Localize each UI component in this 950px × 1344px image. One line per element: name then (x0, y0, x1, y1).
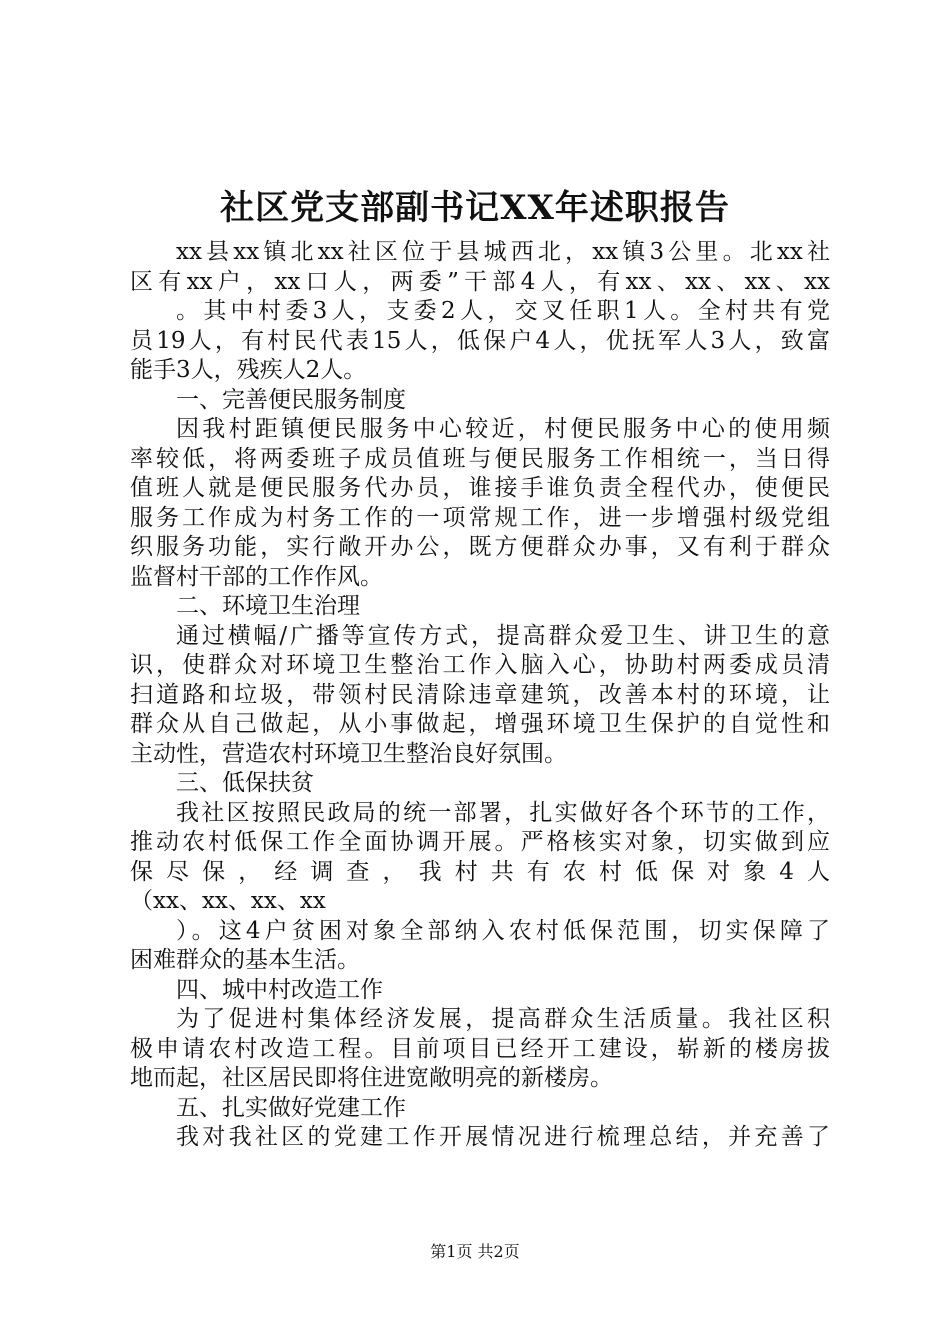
text-line: 我社区按照民政局的统一部署，扎实做好各个环节的工作， (176, 799, 830, 826)
text-line: 值班人就是便民服务代办员，谁接手谁负责全程代办，使便民 (130, 475, 830, 501)
text-line: 因我村距镇便民服务中心较近，村便民服务中心的使用频 (176, 416, 830, 442)
text-line: 监督村干部的工作作风。 (130, 563, 383, 590)
text-line: xx县xx镇北xx社区位于县城西北，xx镇3公里。北xx社 (176, 239, 830, 265)
text-line: 识，使群众对环境卫生整治工作入脑入心，协助村两委成员清 (130, 652, 830, 678)
section-heading: 四、城中村改造工作 (176, 976, 383, 1003)
text-line: ）。这4户贫困对象全部纳入农村低保范围，切实保障了 (176, 917, 830, 944)
text-line: 保尽保，经调查，我村共有农村低保对象4人 (130, 858, 830, 885)
text-line: 主动性，营造农村环境卫生整治良好氛围。 (130, 740, 567, 767)
text-line: 推动农村低保工作全面协调开展。严格核实对象，切实做到应 (130, 829, 830, 855)
document-body (130, 238, 830, 1153)
section-heading: 三、低保扶贫 (176, 770, 314, 796)
text-line: 地而起，社区居民即将住进宽敞明亮的新楼房。 (130, 1065, 613, 1091)
text-line: 员19人，有村民代表15人，低保户4人，优抚军人3人，致富 (130, 327, 830, 354)
text-line: 。其中村委3人，支委2人，交叉任职1人。全村共有党 (176, 298, 830, 324)
text-line: 服务工作成为村务工作的一项常规工作，进一步增强村级党组 (130, 504, 830, 531)
section-heading: 二、环境卫生治理 (176, 593, 360, 619)
page-footer: 第1页 共2页 (430, 1242, 520, 1261)
text-line: 率较低，将两委班子成员值班与便民服务工作相统一，当日得 (130, 445, 830, 472)
text-line: 我对我社区的党建工作开展情况进行梳理总结，并充善了 (176, 1124, 830, 1150)
text-line: 困难群众的基本生活。 (130, 947, 360, 973)
text-line: 能手3人，残疾人2人。 (130, 357, 367, 383)
text-line: 区有xx户，xx口人，两委”干部4人，有xx、xx、xx、xx (130, 268, 830, 295)
text-line: 极申请农村改造工程。目前项目已经开工建设，崭新的楼房拔 (130, 1035, 830, 1062)
text-line: 群众从自己做起，从小事做起，增强环境卫生保护的自觉性和 (130, 711, 830, 737)
section-heading: 一、完善便民服务制度 (176, 386, 406, 413)
text-line: （xx、xx、xx、xx (130, 888, 326, 914)
text-line: 织服务功能，实行敞开办公，既方便群众办事，又有利于群众 (130, 534, 830, 560)
document-title: 社区党支部副书记XX年述职报告 (220, 188, 730, 228)
section-heading: 五、扎实做好党建工作 (176, 1094, 406, 1121)
text-line: 扫道路和垃圾，带领村民清除违章建筑，改善本村的环境，让 (130, 681, 830, 708)
text-line: 为了促进村集体经济发展，提高群众生活质量。我社区积 (176, 1006, 830, 1032)
text-line: 通过横幅/广播等宣传方式，提高群众爱卫生、讲卫生的意 (176, 622, 830, 649)
